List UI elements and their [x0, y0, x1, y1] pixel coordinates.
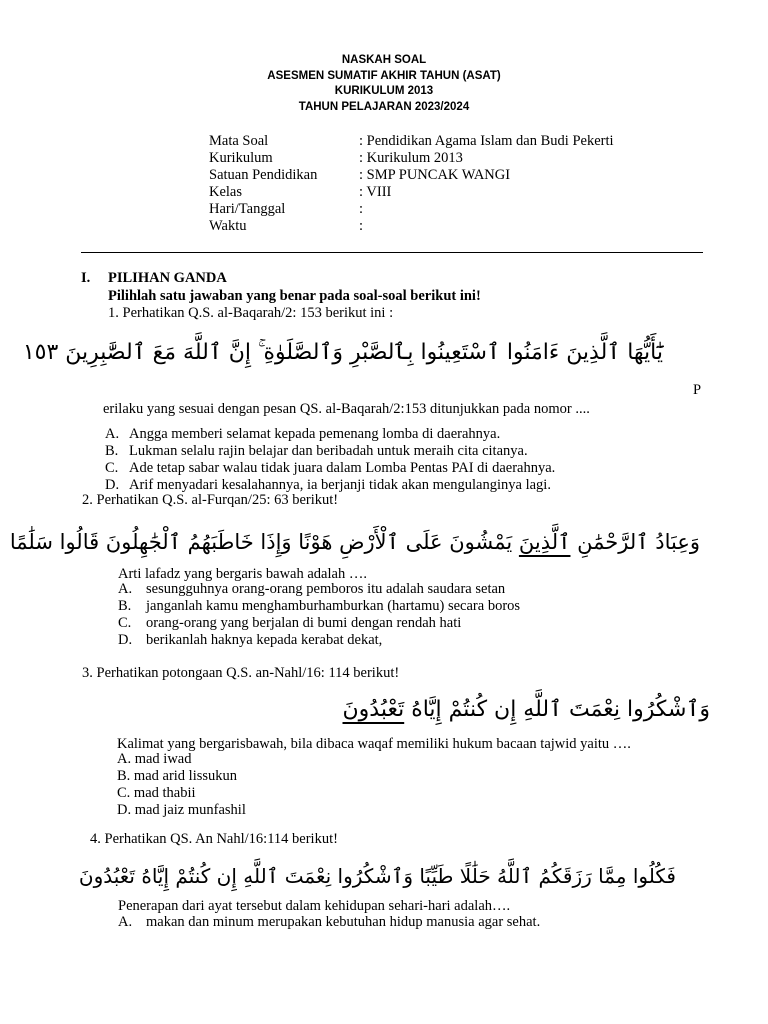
- option-letter: A.: [105, 426, 120, 442]
- option-letter: A.: [118, 914, 133, 930]
- arabic-segment: وَعِبَادُ ٱلرَّحْمَٰنِ: [577, 530, 700, 554]
- option[interactable]: B. mad arid lissukun: [117, 768, 238, 784]
- arabic-segment: يَمْشُونَ عَلَى ٱلْأَرْضِ هَوْنًا وَإِذَا خَاطَبَهُمُ ٱلْجَٰهِلُونَ قَالُوا سَلَٰمًا: [9, 530, 513, 554]
- header-title: NASKAH SOAL: [341, 54, 427, 66]
- question-1-stray-letter: P: [693, 382, 702, 398]
- option[interactable]: [105, 426, 555, 443]
- info-key: Hari/Tanggal: [209, 201, 286, 217]
- option[interactable]: C. mad thabii: [117, 785, 196, 801]
- info-key: Waktu: [209, 218, 247, 234]
- option-text: Lukman selalu rajin belajar dan beribadah untuk meraih cita citanya.: [129, 443, 528, 459]
- question-2-text: Arti lafadz yang bergaris bawah adalah ….: [118, 566, 367, 582]
- info-row: [209, 167, 614, 184]
- option-text: orang-orang yang berjalan di bumi dengan rendah hati: [146, 615, 462, 631]
- option-letter: B.: [105, 443, 119, 459]
- info-key: Kurikulum: [209, 150, 273, 166]
- exam-info-table: [209, 133, 614, 235]
- option-text: berikanlah haknya kepada kerabat dekat,: [146, 632, 383, 648]
- section-number: I.: [81, 270, 91, 286]
- option[interactable]: [118, 598, 520, 615]
- header-divider: [81, 252, 703, 253]
- option-letter: D.: [118, 632, 133, 648]
- info-value: : VIII: [359, 184, 392, 200]
- arabic-underlined-segment: تَعْبُدُونَ: [342, 697, 405, 722]
- question-1-prompt: 1. Perhatikan Q.S. al-Baqarah/2: 153 berikut ini :: [108, 305, 394, 321]
- option-letter: C.: [118, 615, 132, 631]
- arabic-underlined-segment: ٱلَّذِينَ: [518, 530, 571, 554]
- info-value: : Kurikulum 2013: [359, 150, 463, 166]
- option-text: Angga memberi selamat kepada pemenang lomba di daerahnya.: [129, 426, 501, 442]
- option-text: sesungguhnya orang-orang pemboros itu adalah saudara setan: [146, 581, 506, 597]
- question-1-text: erilaku yang sesuai dengan pesan QS. al-Baqarah/2:153 ditunjukkan pada nomor ....: [103, 401, 590, 417]
- option-text: janganlah kamu menghamburhamburkan (hartamu) secara boros: [146, 598, 521, 614]
- question-2-options: [118, 581, 520, 649]
- option-text: Ade tetap sabar walau tidak juara dalam Lomba Pentas PAI di daerahnya.: [129, 460, 556, 476]
- section-title: PILIHAN GANDA: [108, 270, 227, 286]
- header-curriculum: KURIKULUM 2013: [334, 85, 434, 97]
- question-3-prompt: 3. Perhatikan potongaan Q.S. an-Nahl/16: 114 berikut!: [82, 665, 400, 681]
- question-4-options: [118, 914, 540, 931]
- option[interactable]: [118, 914, 540, 931]
- info-key: Kelas: [209, 184, 243, 200]
- question-3-arabic-verse: [343, 690, 711, 730]
- option[interactable]: [105, 460, 555, 477]
- info-row: [209, 184, 614, 201]
- option-text: makan dan minum merupakan kebutuhan hidup manusia agar sehat.: [146, 914, 541, 930]
- option[interactable]: [118, 581, 520, 598]
- info-row: [209, 133, 614, 150]
- option-letter: B.: [118, 598, 132, 614]
- option-text: Arif menyadari kesalahannya, ia berjanji tidak akan mengulanginya lagi.: [129, 477, 551, 493]
- question-1-arabic-verse: يَٰٓأَيُّهَا ٱلَّذِينَ ءَامَنُوا ٱسْتَعِينُوا بِٱلصَّبْرِ وَٱلصَّلَوٰةِ ۚ إِنَّ ٱللَّهَ مَعَ ٱلصَّٰبِرِينَ ١٥٣: [22, 340, 663, 365]
- option[interactable]: [105, 443, 555, 460]
- option[interactable]: D. mad jaiz munfashil: [117, 802, 246, 818]
- option-letter: D.: [105, 477, 120, 493]
- option[interactable]: A. mad iwad: [117, 751, 192, 767]
- option-letter: C.: [105, 460, 119, 476]
- question-4-arabic-verse: فَكُلُوا مِمَّا رَزَقَكُمُ ٱللَّهُ حَلَٰلًا طَيِّبًا وَٱشْكُرُوا نِعْمَتَ ٱللَّهِ إِن كُنتُمْ إِيَّاهُ تَعْبُدُونَ: [78, 864, 676, 888]
- question-2-prompt: 2. Perhatikan Q.S. al-Furqan/25: 63 berikut!: [82, 492, 339, 508]
- info-key: Mata Soal: [209, 133, 269, 149]
- section-instruction: Pilihlah satu jawaban yang benar pada soal-soal berikut ini!: [108, 288, 481, 304]
- info-key: Satuan Pendidikan: [209, 167, 318, 183]
- question-2-arabic-verse: [10, 522, 700, 562]
- header-assessment: ASESMEN SUMATIF AKHIR TAHUN (ASAT): [267, 69, 501, 82]
- info-row: [209, 150, 614, 167]
- info-row: [209, 201, 614, 218]
- question-4-text: Penerapan dari ayat tersebut dalam kehidupan sehari-hari adalah….: [118, 898, 511, 914]
- info-value: :: [359, 201, 364, 217]
- arabic-segment: وَٱشْكُرُوا نِعْمَتَ ٱللَّهِ إِن كُنتُمْ إِيَّاهُ: [411, 697, 710, 722]
- info-row: [209, 218, 614, 235]
- info-value: : SMP PUNCAK WANGI: [359, 167, 511, 183]
- option[interactable]: [118, 615, 520, 632]
- option[interactable]: [118, 632, 520, 649]
- option-letter: A.: [118, 581, 133, 597]
- header-year: TAHUN PELAJARAN 2023/2024: [298, 100, 470, 113]
- info-value: :: [359, 218, 364, 234]
- question-3-options: [117, 751, 246, 819]
- info-value: : Pendidikan Agama Islam dan Budi Pekerti: [359, 133, 614, 149]
- question-4-prompt: 4. Perhatikan QS. An Nahl/16:114 berikut!: [90, 831, 338, 847]
- exam-header: [0, 53, 768, 115]
- question-1-options: [105, 426, 555, 494]
- question-3-text: Kalimat yang bergarisbawah, bila dibaca waqaf memiliki hukum bacaan tajwid yaitu ….: [117, 736, 631, 752]
